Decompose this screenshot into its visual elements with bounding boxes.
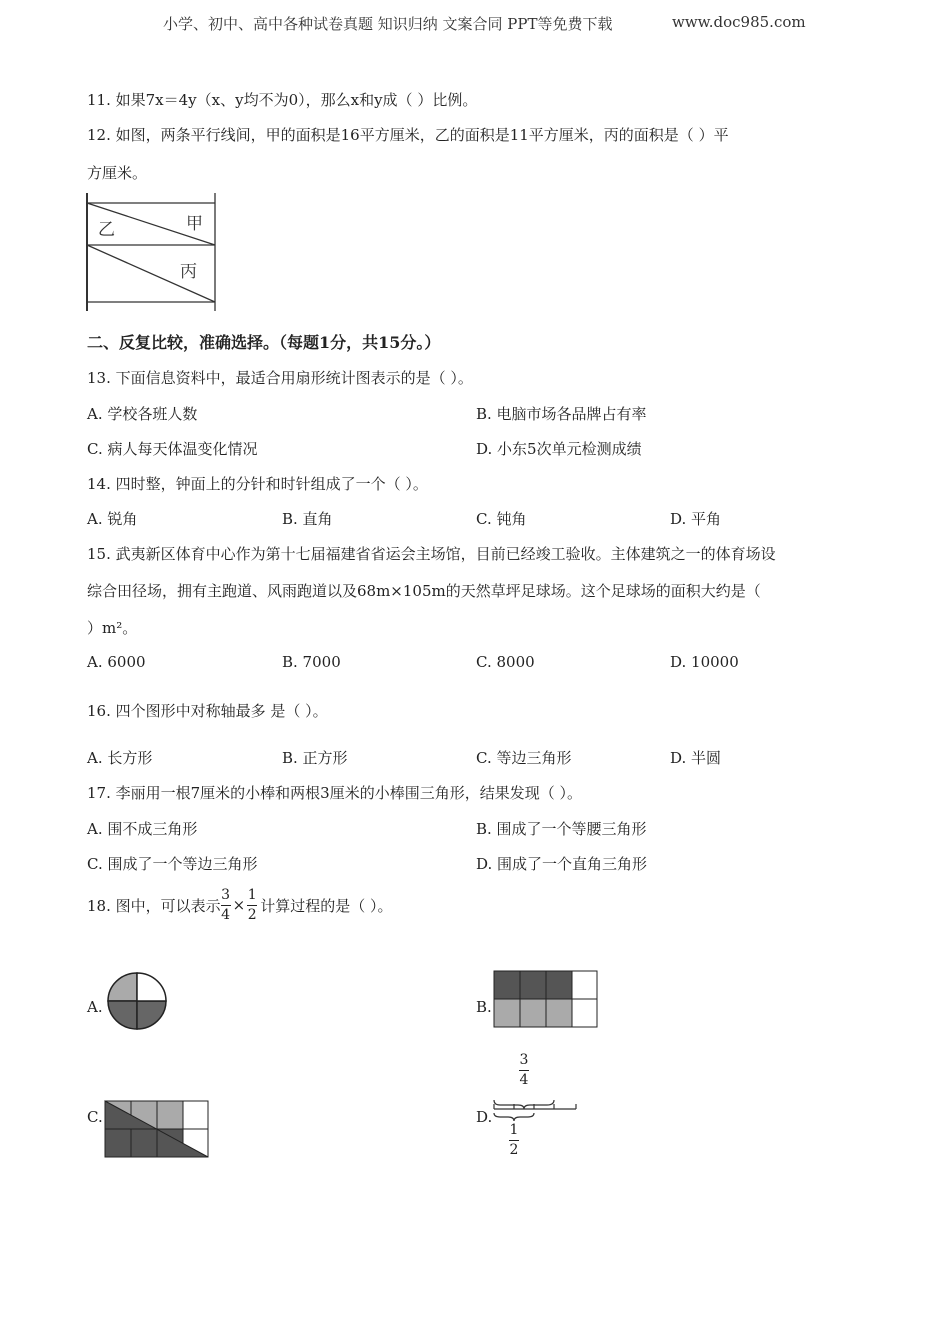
label-bing: 丙 xyxy=(180,262,197,282)
q18-option-c-label[interactable]: C. xyxy=(87,1108,103,1126)
parallel-lines-figure xyxy=(84,191,220,313)
question-15-line1: 15. 武夷新区体育中心作为第十七届福建省省运会主场馆，目前已经竣工验收。主体建筑之一的体育场设 xyxy=(87,545,776,563)
d-top-numerator: 3 xyxy=(519,1052,529,1068)
q18-suffix: 计算过程的是（ ）。 xyxy=(260,896,393,915)
q15-option-b[interactable]: B. 7000 xyxy=(282,653,341,671)
fraction-three-quarters xyxy=(221,888,231,922)
label-jia: 甲 xyxy=(186,214,203,234)
fraction-one-half xyxy=(247,888,257,922)
q18-option-c-grid[interactable] xyxy=(104,1100,210,1160)
q15-option-c[interactable]: C. 8000 xyxy=(476,653,535,671)
option-d-bottom-fraction xyxy=(509,1123,519,1157)
q13-option-a[interactable]: A. 学校各班人数 xyxy=(87,405,198,423)
q14-option-d[interactable]: D. 平角 xyxy=(670,510,722,528)
frac2-denominator: 2 xyxy=(247,906,257,923)
q14-option-c[interactable]: C. 钝角 xyxy=(476,510,527,528)
q18-option-d-label[interactable]: D. xyxy=(476,1108,493,1126)
q18-option-b-grid[interactable] xyxy=(493,970,599,1030)
d-bottom-denominator: 2 xyxy=(509,1141,519,1158)
section-2-heading: 二、反复比较，准确选择。（每题1分，共15分。） xyxy=(87,333,441,352)
q15-option-a[interactable]: A. 6000 xyxy=(87,653,146,671)
header-left: 小学、初中、高中各种试卷真题 知识归纳 文案合同 PPT等免费下载 xyxy=(163,15,613,33)
question-17-stem: 17. 李丽用一根7厘米的小棒和两根3厘米的小棒围三角形，结果发现（ ）。 xyxy=(87,784,582,802)
d-top-bar xyxy=(519,1070,529,1071)
question-11: 11. 如果7x＝4y（x、y均不为0），那么x和y成（ ）比例。 xyxy=(87,91,478,109)
d-bottom-numerator: 1 xyxy=(509,1122,519,1138)
q17-option-a[interactable]: A. 围不成三角形 xyxy=(87,820,198,838)
d-top-denominator: 4 xyxy=(519,1071,529,1088)
question-13-stem: 13. 下面信息资料中，最适合用扇形统计图表示的是（ ）。 xyxy=(87,369,473,387)
q18-option-a-circle[interactable] xyxy=(104,971,170,1031)
q13-option-c[interactable]: C. 病人每天体温变化情况 xyxy=(87,440,258,458)
q17-option-d[interactable]: D. 围成了一个直角三角形 xyxy=(476,855,648,873)
frac1-denominator: 4 xyxy=(221,906,231,923)
times-sign: × xyxy=(232,896,246,915)
option-d-top-fraction xyxy=(519,1053,529,1087)
d-bottom-bar xyxy=(509,1140,519,1141)
q16-option-d[interactable]: D. 半圆 xyxy=(670,749,722,767)
question-15-line3: ）m²。 xyxy=(87,619,138,637)
question-16-stem: 16. 四个图形中对称轴最多 是（ ）。 xyxy=(87,702,328,720)
header-right[interactable]: www.doc985.com xyxy=(672,13,806,31)
frac2-numerator: 1 xyxy=(247,887,257,903)
q16-option-b[interactable]: B. 正方形 xyxy=(282,749,348,767)
question-18-stem xyxy=(87,888,392,922)
option-d-number-line[interactable] xyxy=(492,1094,578,1126)
frac2-bar xyxy=(247,905,257,906)
q15-option-d[interactable]: D. 10000 xyxy=(670,653,739,671)
question-15-line2: 综合田径场，拥有主跑道、风雨跑道以及68m×105m的天然草坪足球场。这个足球场的面积大约是（ xyxy=(87,582,761,600)
frac1-bar xyxy=(221,905,231,906)
q18-option-a-label[interactable]: A. xyxy=(87,998,103,1016)
label-yi: 乙 xyxy=(98,220,115,240)
q13-option-d[interactable]: D. 小东5次单元检测成绩 xyxy=(476,440,642,458)
question-14-stem: 14. 四时整，钟面上的分针和时针组成了一个（ ）。 xyxy=(87,475,428,493)
question-12-line1: 12. 如图，两条平行线间，甲的面积是16平方厘米，乙的面积是11平方厘米，丙的面积是（ ）平 xyxy=(87,126,729,144)
q14-option-a[interactable]: A. 锐角 xyxy=(87,510,138,528)
q13-option-b[interactable]: B. 电脑市场各品牌占有率 xyxy=(476,405,647,423)
q14-option-b[interactable]: B. 直角 xyxy=(282,510,333,528)
q17-option-b[interactable]: B. 围成了一个等腰三角形 xyxy=(476,820,647,838)
question-12-line2: 方厘米。 xyxy=(87,164,148,182)
q18-option-b-label[interactable]: B. xyxy=(476,998,492,1016)
q16-option-a[interactable]: A. 长方形 xyxy=(87,749,153,767)
frac1-numerator: 3 xyxy=(221,887,231,903)
q16-option-c[interactable]: C. 等边三角形 xyxy=(476,749,572,767)
q17-option-c[interactable]: C. 围成了一个等边三角形 xyxy=(87,855,258,873)
q18-prefix: 18. 图中，可以表示 xyxy=(87,896,221,915)
